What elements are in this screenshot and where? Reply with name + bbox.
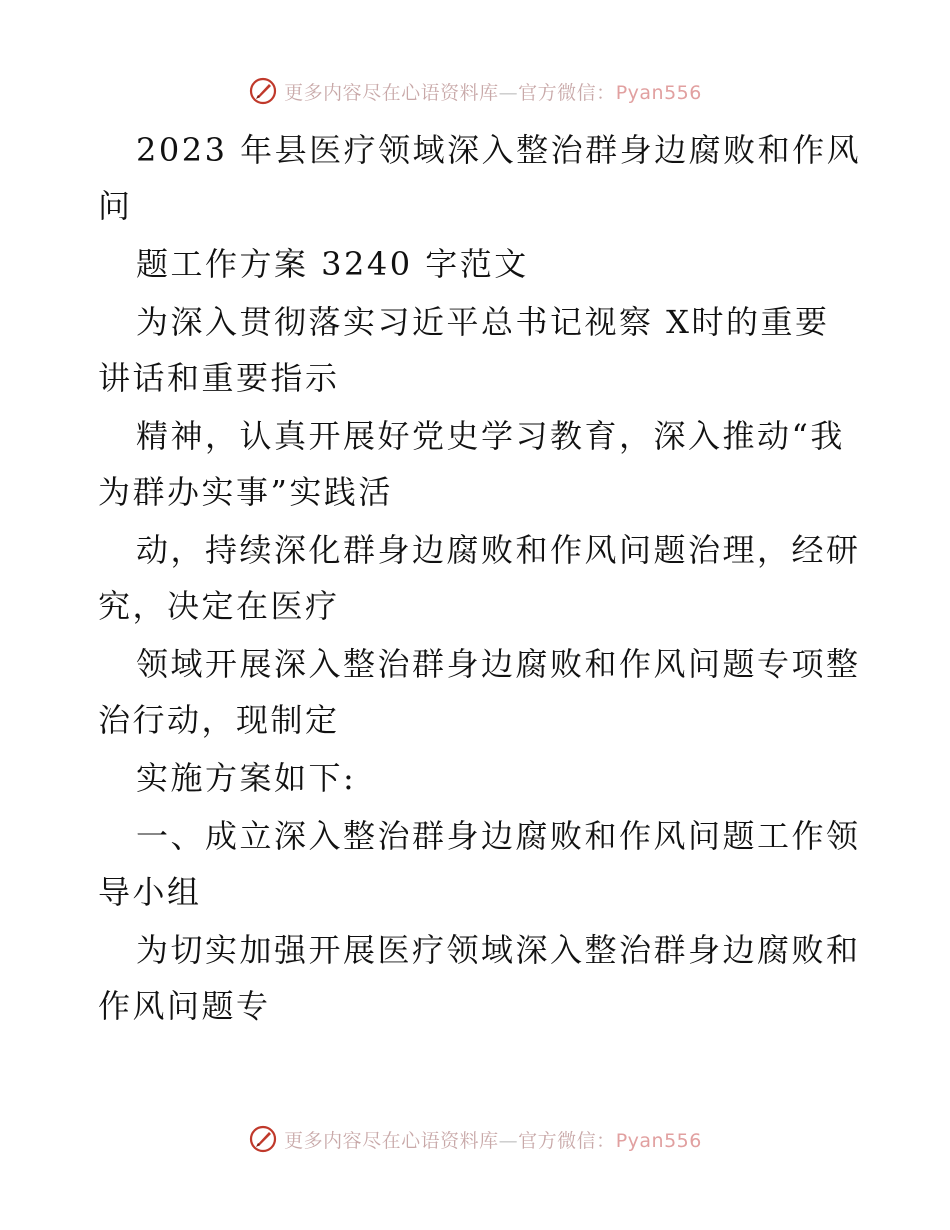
- watermark-suffix: 官方微信：: [518, 1129, 616, 1152]
- seal-quill-icon: [248, 1124, 278, 1154]
- doc-title-line-3: 题工作方案 3240 字范文: [136, 245, 529, 283]
- watermark-text: [284, 78, 702, 105]
- paragraph-line: 治行动，现制定: [98, 701, 340, 739]
- watermark-text: [284, 1126, 702, 1153]
- paragraph-line: 作风问题专: [98, 987, 271, 1025]
- watermark-id: Pyan556: [615, 1129, 702, 1152]
- watermark-id: Pyan556: [615, 81, 702, 104]
- paragraph-line: 精神，认真开展好党史学习教育，深入推动“我: [136, 417, 845, 455]
- doc-title-line-2: 问: [98, 187, 133, 225]
- paragraph-line: 讲话和重要指示: [98, 359, 340, 397]
- footer-watermark: [0, 1124, 950, 1154]
- section-heading-line-1: 一、成立深入整治群身边腐败和作风问题工作领: [136, 817, 861, 855]
- header-watermark: [0, 76, 950, 106]
- paragraph-line: 究，决定在医疗: [98, 587, 340, 625]
- paragraph-line: 为深入贯彻落实习近平总书记视察 X时的重要: [136, 303, 830, 341]
- document-body: [98, 122, 862, 1034]
- paragraph-line: 为群办实事”实践活: [98, 473, 393, 511]
- paragraph-line: 为切实加强开展医疗领域深入整治群身边腐败和: [136, 931, 861, 969]
- watermark-separator: —: [498, 1129, 519, 1152]
- watermark-suffix: 官方微信：: [518, 81, 616, 104]
- doc-title-line-1: 2023 年县医疗领域深入整治群身边腐败和作风: [136, 131, 862, 169]
- watermark-separator: —: [498, 81, 519, 104]
- paragraph-line: 实施方案如下:: [136, 759, 357, 797]
- paragraph-line: 领域开展深入整治群身边腐败和作风问题专项整: [136, 645, 861, 683]
- watermark-brand: 更多内容尽在心语资料库: [284, 1129, 499, 1152]
- section-heading-line-2: 导小组: [98, 873, 202, 911]
- paragraph-line: 动，持续深化群身边腐败和作风问题治理，经研: [136, 531, 861, 569]
- seal-quill-icon: [248, 76, 278, 106]
- watermark-brand: 更多内容尽在心语资料库: [284, 81, 499, 104]
